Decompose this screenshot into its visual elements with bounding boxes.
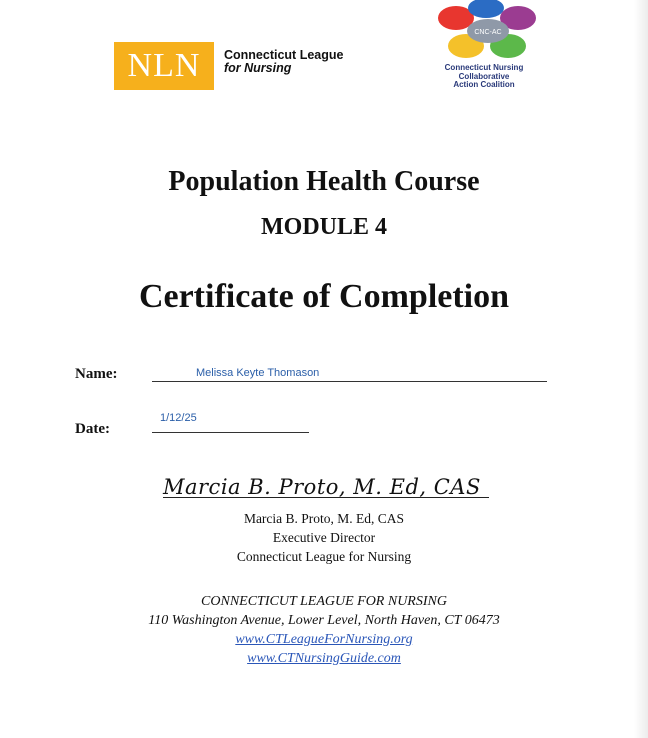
nln-logo-line1: Connecticut League	[224, 48, 344, 62]
footer	[0, 592, 648, 668]
signer-block	[0, 509, 648, 566]
cnc-logo-line3: Action Coalition	[453, 80, 515, 89]
date-label: Date:	[75, 421, 110, 437]
footer-link-guide[interactable]: www.CTNursingGuide.com	[247, 651, 401, 666]
cnc-logo-badge: CNC-AC	[474, 29, 502, 36]
certificate-heading: Certificate of Completion	[138, 278, 510, 315]
nln-logo-line2: for Nursing	[224, 61, 292, 75]
nln-logo-text	[224, 49, 343, 75]
signer-org: Connecticut League for Nursing	[236, 549, 412, 564]
date-underline	[152, 432, 309, 433]
footer-org: CONNECTICUT LEAGUE FOR NURSING	[201, 594, 447, 609]
nln-logo	[114, 42, 214, 90]
name-underline	[152, 381, 547, 382]
cnc-logo-line1: Connecticut Nursing	[444, 63, 524, 72]
cnc-logo-line2: Collaborative	[458, 71, 510, 81]
footer-address: 110 Washington Avenue, Lower Level, North Haven, CT 06473	[148, 613, 500, 628]
nln-logo-mark: NLN	[127, 47, 201, 84]
footer-link-league[interactable]: www.CTLeagueForNursing.org	[235, 632, 413, 647]
cnc-ac-logo	[432, 0, 544, 64]
course-title: Population Health Course	[168, 166, 480, 197]
name-label: Name:	[75, 366, 118, 382]
name-field[interactable]: Melissa Keyte Thomason	[196, 367, 320, 379]
page-edge-shadow	[634, 0, 648, 738]
date-field[interactable]: 1/12/25	[160, 412, 197, 424]
signature-script: Marcia B. Proto, M. Ed, CAS	[163, 475, 481, 499]
module-title: MODULE 4	[261, 214, 387, 240]
signature-underline	[163, 497, 489, 498]
cnc-ac-logo-text	[424, 64, 544, 90]
signer-title: Executive Director	[272, 530, 376, 545]
signer-name: Marcia B. Proto, M. Ed, CAS	[243, 511, 405, 526]
